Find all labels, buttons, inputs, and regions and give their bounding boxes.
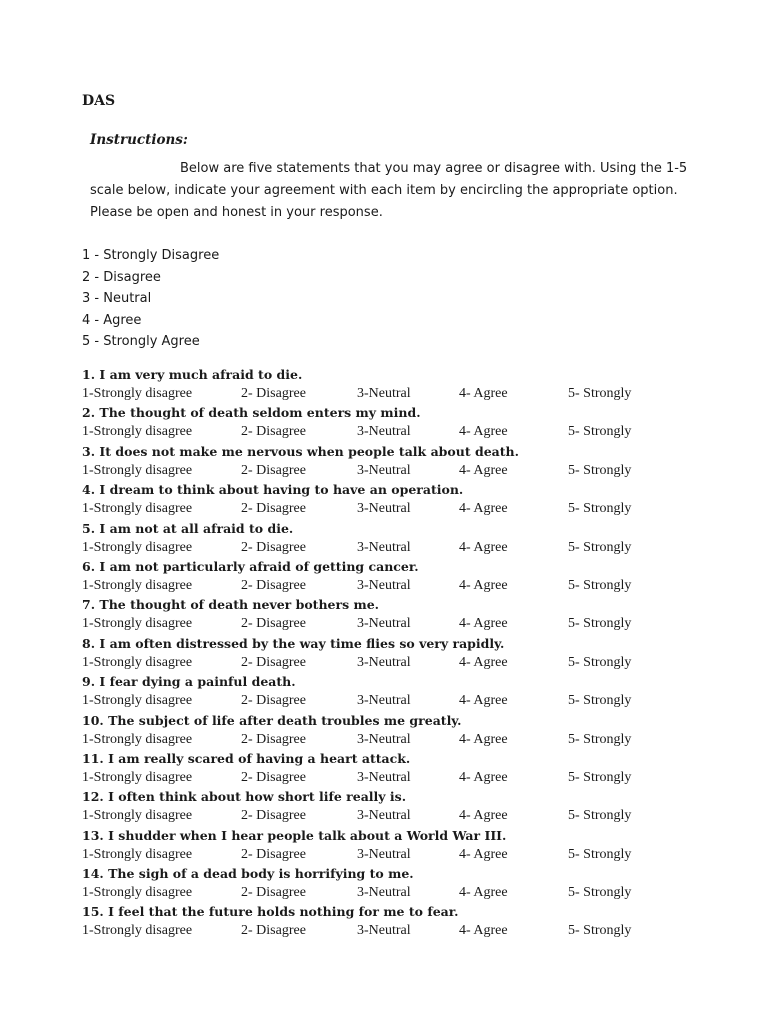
answer-option-1[interactable]: 1-Strongly disagree [82, 386, 193, 401]
answer-option-4[interactable]: 4- Agree [459, 424, 508, 440]
answer-option-1[interactable]: 1-Strongly disagree [82, 731, 193, 747]
question-item [82, 634, 722, 672]
question-item [82, 595, 722, 633]
answer-option-5[interactable]: 5- Strongly [568, 462, 632, 478]
question-item [82, 480, 722, 518]
answer-option-2[interactable]: 2- Disagree [241, 731, 306, 747]
answer-option-1[interactable]: 1-Strongly disagree [82, 769, 193, 785]
answer-option-2[interactable]: 2- Disagree [241, 846, 306, 862]
answer-option-1[interactable]: 1-Strongly disagree [82, 923, 193, 939]
answer-option-2[interactable]: 2- Disagree [241, 577, 306, 593]
answer-option-3[interactable]: 3-Neutral [357, 731, 411, 747]
answer-option-2[interactable]: 2- Disagree [241, 539, 306, 555]
answer-option-4[interactable]: 4- Agree [459, 923, 508, 939]
answer-option-4[interactable]: 4- Agree [459, 577, 508, 593]
answer-option-3[interactable]: 3-Neutral [357, 885, 411, 901]
answer-options-row [82, 422, 722, 441]
answer-option-5[interactable]: 5- Strongly [568, 769, 632, 785]
question-statement: 7. The thought of death never bothers me. [82, 597, 380, 613]
answer-option-5[interactable]: 5- Strongly [568, 846, 632, 862]
question-item [82, 826, 722, 864]
answer-options-row [82, 691, 722, 710]
answer-options-row [82, 653, 722, 672]
answer-options-row [82, 921, 722, 940]
answer-options-row [82, 499, 722, 518]
answer-option-2[interactable]: 2- Disagree [241, 769, 306, 785]
instructions-line: Below are five statements that you may agree or disagree with. Using the 1-5 [180, 161, 688, 176]
question-item [82, 864, 722, 902]
question-item [82, 519, 722, 557]
answer-option-3[interactable]: 3-Neutral [357, 577, 411, 593]
answer-option-1[interactable]: 1-Strongly disagree [82, 424, 193, 440]
answer-option-5[interactable]: 5- Strongly [568, 424, 632, 440]
answer-option-1[interactable]: 1-Strongly disagree [82, 501, 193, 517]
answer-options-row [82, 845, 722, 864]
answer-options-row [82, 614, 722, 633]
answer-option-1[interactable]: 1-Strongly disagree [82, 616, 193, 632]
question-statement: 2. The thought of death seldom enters my mind. [82, 405, 421, 421]
answer-option-1[interactable]: 1-Strongly disagree [82, 693, 193, 709]
answer-options-row [82, 384, 722, 403]
answer-option-2[interactable]: 2- Disagree [241, 808, 306, 824]
scale-item: 4 - Agree [82, 312, 142, 328]
question-statement: 8. I am often distressed by the way time flies so very rapidly. [82, 635, 505, 651]
answer-option-4[interactable]: 4- Agree [459, 539, 508, 555]
answer-options-row [82, 538, 722, 557]
question-item [82, 749, 722, 787]
question-statement: 10. The subject of life after death troubles me greatly. [82, 712, 462, 728]
answer-option-4[interactable]: 4- Agree [459, 731, 508, 747]
answer-option-1[interactable]: 1-Strongly disagree [82, 808, 193, 824]
answer-option-1[interactable]: 1-Strongly disagree [82, 846, 193, 862]
answer-option-2[interactable]: 2- Disagree [241, 386, 306, 401]
answer-option-3[interactable]: 3-Neutral [357, 769, 411, 785]
question-statement: 6. I am not particularly afraid of getting cancer. [82, 558, 419, 574]
answer-option-5[interactable]: 5- Strongly [568, 923, 632, 939]
answer-option-2[interactable]: 2- Disagree [241, 424, 306, 440]
question-statement: 13. I shudder when I hear people talk about a World War III. [82, 827, 507, 843]
answer-options-row [82, 806, 722, 825]
answer-options-row [82, 461, 722, 480]
answer-option-5[interactable]: 5- Strongly [568, 808, 632, 824]
question-item [82, 442, 722, 480]
question-item [82, 557, 722, 595]
answer-option-1[interactable]: 1-Strongly disagree [82, 539, 193, 555]
answer-option-4[interactable]: 4- Agree [459, 885, 508, 901]
answer-option-2[interactable]: 2- Disagree [241, 654, 306, 670]
answer-option-3[interactable]: 3-Neutral [357, 424, 411, 440]
question-statement: 12. I often think about how short life really is. [82, 789, 407, 805]
answer-option-2[interactable]: 2- Disagree [241, 462, 306, 478]
scale-item: 3 - Neutral [82, 291, 152, 306]
question-statement: 11. I am really scared of having a heart attack. [82, 750, 411, 766]
instructions-heading: Instructions: [90, 132, 188, 148]
answer-option-3[interactable]: 3-Neutral [357, 462, 411, 478]
answer-option-5[interactable]: 5- Strongly [568, 885, 632, 901]
question-statement: 1. I am very much afraid to die. [82, 367, 303, 382]
question-item [82, 902, 722, 940]
question-item [82, 403, 722, 441]
instructions-paragraph [90, 158, 688, 224]
scale-item: 2 - Disagree [82, 269, 161, 285]
answer-option-1[interactable]: 1-Strongly disagree [82, 885, 193, 901]
question-item [82, 672, 722, 710]
answer-options-row [82, 576, 722, 595]
question-item [82, 711, 722, 749]
answer-option-3[interactable]: 3-Neutral [357, 693, 411, 709]
answer-option-4[interactable]: 4- Agree [459, 616, 508, 632]
answer-option-2[interactable]: 2- Disagree [241, 923, 306, 939]
answer-option-5[interactable]: 5- Strongly [568, 731, 632, 747]
answer-option-3[interactable]: 3-Neutral [357, 808, 411, 824]
answer-option-2[interactable]: 2- Disagree [241, 693, 306, 709]
answer-option-3[interactable]: 3-Neutral [357, 616, 411, 632]
answer-option-2[interactable]: 2- Disagree [241, 616, 306, 632]
answer-option-4[interactable]: 4- Agree [459, 501, 508, 517]
answer-option-4[interactable]: 4- Agree [459, 386, 508, 401]
answer-option-5[interactable]: 5- Strongly [568, 577, 632, 593]
answer-option-5[interactable]: 5- Strongly [568, 386, 632, 401]
answer-option-3[interactable]: 3-Neutral [357, 654, 411, 670]
answer-option-3[interactable]: 3-Neutral [357, 846, 411, 862]
answer-option-5[interactable]: 5- Strongly [568, 539, 632, 555]
answer-option-5[interactable]: 5- Strongly [568, 616, 632, 632]
answer-option-4[interactable]: 4- Agree [459, 769, 508, 785]
questionnaire-items [82, 365, 722, 941]
answer-option-3[interactable]: 3-Neutral [357, 539, 411, 555]
scale-item: 1 - Strongly Disagree [82, 248, 220, 263]
answer-option-5[interactable]: 5- Strongly [568, 693, 632, 709]
answer-option-4[interactable]: 4- Agree [459, 654, 508, 670]
answer-options-row [82, 730, 722, 749]
instructions-line: scale below, indicate your agreement with each item by encircling the appropriate option. [90, 183, 678, 198]
instructions-line: Please be open and honest in your response. [90, 205, 383, 220]
question-statement: 14. The sigh of a dead body is horrifying to me. [82, 866, 414, 882]
answer-option-4[interactable]: 4- Agree [459, 846, 508, 862]
answer-option-1[interactable]: 1-Strongly disagree [82, 654, 193, 670]
answer-option-2[interactable]: 2- Disagree [241, 501, 306, 517]
question-item [82, 787, 722, 825]
question-statement: 4. I dream to think about having to have an operation. [82, 482, 464, 498]
answer-option-3[interactable]: 3-Neutral [357, 923, 411, 939]
answer-option-3[interactable]: 3-Neutral [357, 501, 411, 517]
answer-option-1[interactable]: 1-Strongly disagree [82, 577, 193, 593]
document-title: DAS [82, 93, 116, 109]
question-statement: 15. I feel that the future holds nothing for me to fear. [82, 904, 459, 920]
rating-scale-legend [82, 245, 219, 353]
answer-options-row [82, 883, 722, 902]
answer-options-row [82, 768, 722, 787]
answer-option-4[interactable]: 4- Agree [459, 808, 508, 824]
answer-option-3[interactable]: 3-Neutral [357, 386, 411, 401]
answer-option-4[interactable]: 4- Agree [459, 462, 508, 478]
answer-option-5[interactable]: 5- Strongly [568, 501, 632, 517]
answer-option-5[interactable]: 5- Strongly [568, 654, 632, 670]
answer-option-4[interactable]: 4- Agree [459, 693, 508, 709]
question-statement: 3. It does not make me nervous when people talk about death. [82, 443, 519, 459]
answer-option-1[interactable]: 1-Strongly disagree [82, 462, 193, 478]
answer-option-2[interactable]: 2- Disagree [241, 885, 306, 901]
question-statement: 5. I am not at all afraid to die. [82, 520, 294, 536]
question-item [82, 365, 722, 403]
scale-item: 5 - Strongly Agree [82, 334, 200, 349]
question-statement: 9. I fear dying a painful death. [82, 674, 296, 690]
